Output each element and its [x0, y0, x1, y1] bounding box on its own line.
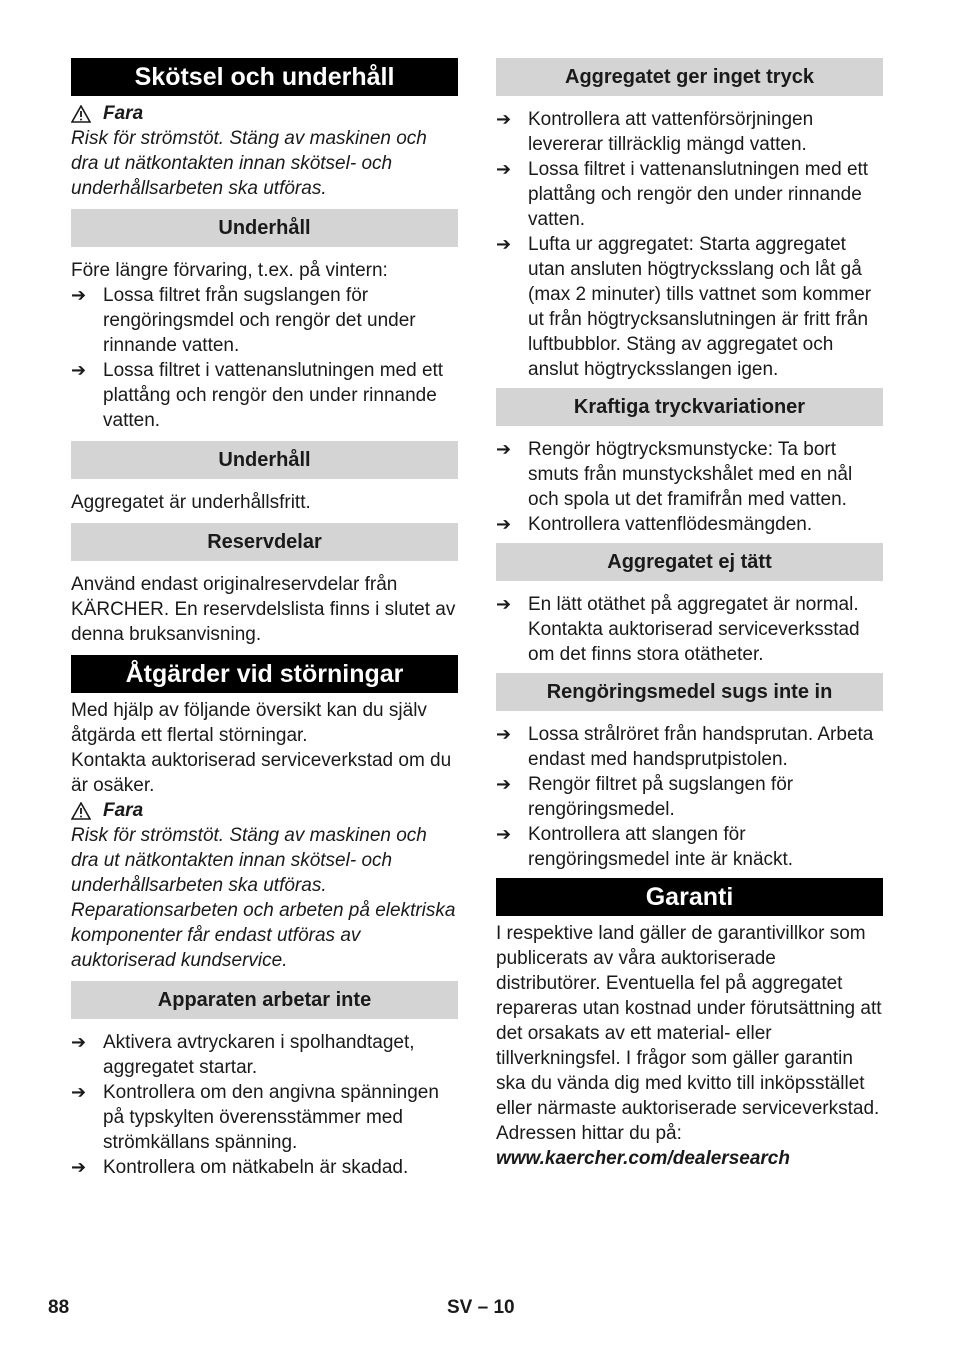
arrow-right-icon: ➔ [496, 439, 512, 459]
subheading-underhall-2: Underhåll [71, 441, 458, 479]
list-item: ➔ Lossa filtret i vattenanslutningen med ett plattång och rengör den under rinnande vatten. [496, 159, 869, 230]
warning-heading [71, 101, 458, 126]
section-heading-garanti: Garanti [496, 878, 883, 916]
warning-text: Reparationsarbeten och arbeten på elektriska komponenter får endast utföras av auktoriserad kundservice. [71, 900, 456, 971]
list-item: ➔ Kontrollera om den angivna spänningen på typskylten överensstämmer med strömkällans spänning. [71, 1082, 439, 1153]
arrow-right-icon: ➔ [71, 360, 87, 380]
warning-label: Fara [103, 103, 144, 124]
list-item: ➔ En lätt otäthet på aggregatet är normal. Kontakta auktoriserad serviceverksstad om det finns stora otätheter. [496, 594, 860, 665]
warning-triangle-icon [71, 802, 91, 820]
underhall-intro: Före längre förvaring, t.ex. på vintern: [71, 260, 388, 281]
arrow-right-icon: ➔ [71, 1032, 87, 1052]
subheading-ej-tatt: Aggregatet ej tätt [496, 543, 883, 581]
right-column [496, 58, 883, 1171]
section-page-label: SV – 10 [447, 1297, 515, 1318]
subheading-tryckvariationer: Kraftiga tryckvariationer [496, 388, 883, 426]
dealersearch-link[interactable]: www.kaercher.com/dealersearch [496, 1148, 790, 1169]
apparaten-list [71, 1030, 458, 1180]
arrow-right-icon: ➔ [496, 109, 512, 129]
reservdelar-text: Använd endast originalreservdelar från KÄRCHER. En reservdelslista finns i slutet av denna bruksanvisning. [71, 574, 456, 645]
arrow-right-icon: ➔ [496, 774, 512, 794]
atgarder-paragraph-2: Kontakta auktoriserad serviceverkstad om du är osäker. [71, 750, 452, 796]
atgarder-paragraph-1: Med hjälp av följande översikt kan du själv åtgärda ett flertal störningar. [71, 700, 427, 746]
list-item: ➔ Rengör filtret på sugslangen för rengöringsmedel. [496, 774, 794, 820]
arrow-right-icon: ➔ [496, 514, 512, 534]
list-item: ➔ Kontrollera vattenflödesmängden. [496, 514, 813, 535]
arrow-right-icon: ➔ [496, 824, 512, 844]
arrow-right-icon: ➔ [496, 234, 512, 254]
arrow-right-icon: ➔ [71, 1082, 87, 1102]
list-item: ➔ Lossa filtret från sugslangen för rengöringsmdel och rengör det under rinnande vatten. [71, 285, 416, 356]
warning-text: Risk för strömstöt. Stäng av maskinen och dra ut nätkontakten innan skötsel- och underhållsarbeten ska utföras. [71, 128, 427, 199]
arrow-right-icon: ➔ [71, 285, 87, 305]
warning-triangle-icon [71, 105, 91, 123]
arrow-right-icon: ➔ [496, 159, 512, 179]
list-item: ➔ Kontrollera att slangen för rengöringsmedel inte är knäckt. [496, 824, 794, 870]
list-item: ➔ Rengör högtrycksmunstycke: Ta bort smuts från munstyckshålet med en nål och spola ut det framifrån med vatten. [496, 439, 853, 510]
garanti-text: I respektive land gäller de garantivillkor som publicerats av våra auktoriserade distributörer. Eventuella fel på aggregatet repareras utan kostnad under förutsättning att det orsakats av ett material- eller tillverkningsfel. I frågor som gäller garantin ska du vända dig med kvitto till inköpsstället eller närmaste auktoriserade serviceverkstad. [496, 923, 882, 1119]
left-column [71, 58, 458, 1180]
subheading-inget-tryck: Aggregatet ger inget tryck [496, 58, 883, 96]
garanti-address-intro: Adressen hittar du på: [496, 1123, 682, 1144]
list-item: ➔ Lossa filtret i vattenanslutningen med ett plattång och rengör den under rinnande vatten. [71, 360, 444, 431]
list-item: ➔ Lufta ur aggregatet: Starta aggregatet utan ansluten högtrycksslang och låt gå (max 2 minuter) tills vattnet som kommer ut från högtrycksanslutningen är fritt från luftbubblor. Stäng av aggregatet och anslut högtrycksslangen igen. [496, 234, 872, 380]
tryckvariationer-list [496, 437, 883, 537]
list-item: ➔ Kontrollera att vattenförsörjningen levererar tillräcklig mängd vatten. [496, 109, 814, 155]
subheading-reservdelar: Reservdelar [71, 523, 458, 561]
subheading-rengoringsmedel: Rengöringsmedel sugs inte in [496, 673, 883, 711]
subheading-underhall-1: Underhåll [71, 209, 458, 247]
warning-text: Risk för strömstöt. Stäng av maskinen och dra ut nätkontakten innan skötsel- och underhållsarbeten ska utföras. [71, 825, 427, 896]
list-item: ➔ Kontrollera om nätkabeln är skadad. [71, 1157, 409, 1178]
rengoringsmedel-list [496, 722, 883, 872]
arrow-right-icon: ➔ [496, 594, 512, 614]
section-heading-skotsel: Skötsel och underhåll [71, 58, 458, 96]
inget-tryck-list [496, 107, 883, 382]
page-number: 88 [48, 1297, 70, 1318]
list-item: ➔ Aktivera avtryckaren i spolhandtaget, aggregatet startar. [71, 1032, 415, 1078]
list-item: ➔ Lossa strålröret från handsprutan. Arbeta endast med handsprutpistolen. [496, 724, 874, 770]
arrow-right-icon: ➔ [496, 724, 512, 744]
warning-label: Fara [103, 800, 144, 821]
subheading-apparaten: Apparaten arbetar inte [71, 981, 458, 1019]
warning-heading [71, 798, 458, 823]
ej-tatt-list [496, 592, 883, 667]
underhall-text: Aggregatet är underhållsfritt. [71, 492, 311, 513]
section-heading-atgarder: Åtgärder vid störningar [71, 655, 458, 693]
underhall-list [71, 283, 458, 433]
arrow-right-icon: ➔ [71, 1157, 87, 1177]
